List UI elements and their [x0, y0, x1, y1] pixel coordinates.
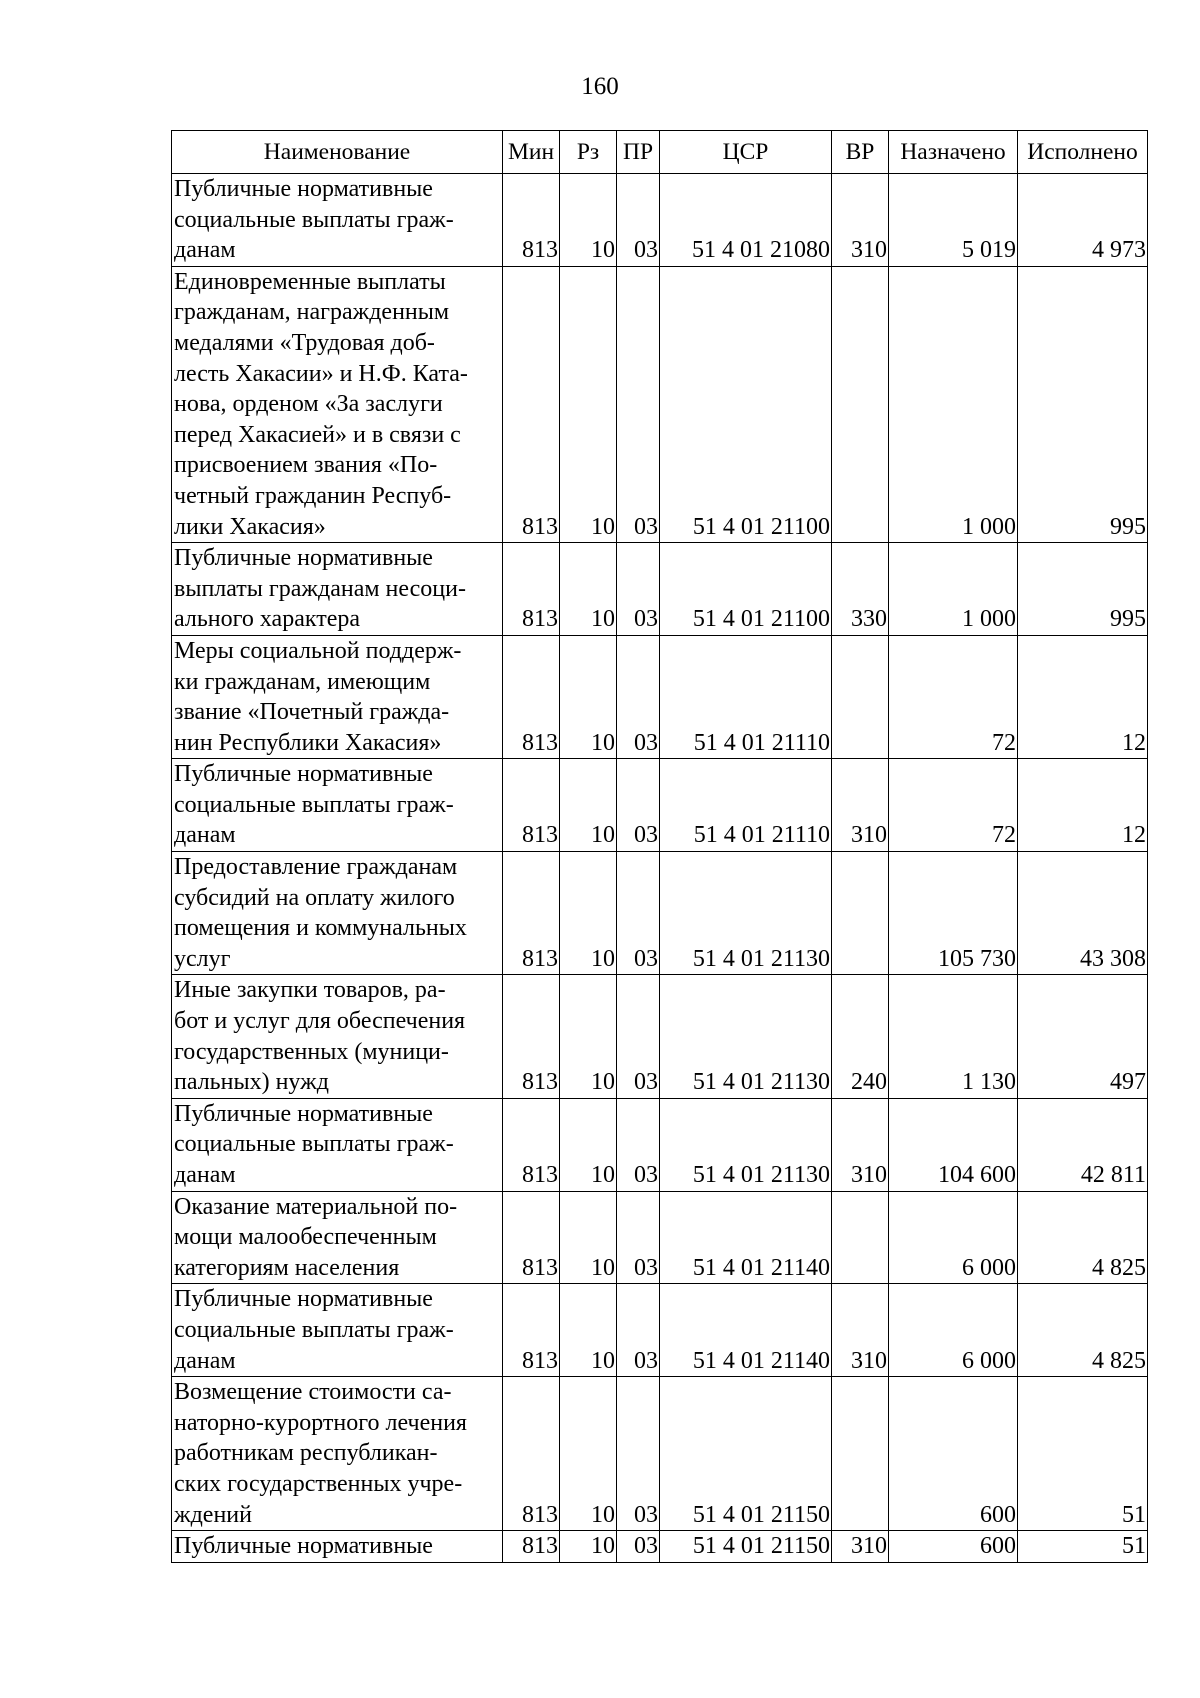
row-rz: 10 [560, 1377, 617, 1531]
table-row [172, 975, 1148, 1098]
row-pr: 03 [617, 975, 660, 1098]
row-executed: 995 [1018, 543, 1148, 636]
row-min: 813 [503, 266, 560, 542]
row-assigned: 5 019 [889, 174, 1018, 267]
row-assigned: 600 [889, 1531, 1018, 1563]
row-pr: 03 [617, 1191, 660, 1284]
row-rz: 10 [560, 1531, 617, 1563]
budget-table [171, 130, 1148, 1563]
row-min: 813 [503, 543, 560, 636]
row-rz: 10 [560, 852, 617, 975]
row-assigned: 6 000 [889, 1191, 1018, 1284]
table-row [172, 1531, 1148, 1563]
row-csr: 51 4 01 21100 [660, 266, 832, 542]
row-executed: 4 825 [1018, 1191, 1148, 1284]
row-min: 813 [503, 852, 560, 975]
row-csr: 51 4 01 21150 [660, 1531, 832, 1563]
row-assigned: 105 730 [889, 852, 1018, 975]
row-vr: 310 [832, 759, 889, 852]
row-name: Публичные нормативные социальные выплаты граж- данам [172, 759, 503, 852]
table-header-row [172, 131, 1148, 174]
row-name: Предоставление гражданам субсидий на оплату жилого помещения и коммунальных услуг [172, 852, 503, 975]
row-name: Оказание материальной по- мощи малообеспеченным категориям населения [172, 1191, 503, 1284]
row-csr: 51 4 01 21150 [660, 1377, 832, 1531]
table-row [172, 1377, 1148, 1531]
row-rz: 10 [560, 266, 617, 542]
table-row [172, 266, 1148, 542]
table-row [172, 635, 1148, 758]
row-rz: 10 [560, 759, 617, 852]
row-assigned: 6 000 [889, 1284, 1018, 1377]
row-name: Единовременные выплаты гражданам, награжденным медалями «Трудовая доб- лесть Хакасии» и Н.Ф. Ката- нова, орденом «За заслуги перед Хакасией» и в связи с присвоением звания «По- четный гражданин Респуб- лики Хакасия» [172, 266, 503, 542]
row-pr: 03 [617, 1377, 660, 1531]
row-pr: 03 [617, 1098, 660, 1191]
row-name: Возмещение стоимости са- наторно-курортного лечения работникам республикан- ских государственных учре- ждений [172, 1377, 503, 1531]
row-name: Публичные нормативные социальные выплаты граж- данам [172, 1284, 503, 1377]
row-vr: 310 [832, 1531, 889, 1563]
table-row [172, 174, 1148, 267]
header-assigned: Назначено [889, 131, 1018, 174]
row-rz: 10 [560, 1191, 617, 1284]
row-pr: 03 [617, 635, 660, 758]
row-executed: 4 973 [1018, 174, 1148, 267]
header-min: Мин [503, 131, 560, 174]
row-name: Публичные нормативные социальные выплаты граж- данам [172, 174, 503, 267]
row-csr: 51 4 01 21130 [660, 975, 832, 1098]
table-row [172, 1284, 1148, 1377]
row-pr: 03 [617, 852, 660, 975]
row-rz: 10 [560, 543, 617, 636]
row-csr: 51 4 01 21110 [660, 759, 832, 852]
row-assigned: 600 [889, 1377, 1018, 1531]
row-min: 813 [503, 1377, 560, 1531]
row-rz: 10 [560, 975, 617, 1098]
row-min: 813 [503, 1191, 560, 1284]
row-assigned: 1 000 [889, 266, 1018, 542]
row-vr [832, 1191, 889, 1284]
table-row [172, 852, 1148, 975]
row-csr: 51 4 01 21140 [660, 1191, 832, 1284]
row-executed: 43 308 [1018, 852, 1148, 975]
row-assigned: 1 130 [889, 975, 1018, 1098]
row-assigned: 1 000 [889, 543, 1018, 636]
table-row [172, 1098, 1148, 1191]
row-min: 813 [503, 1098, 560, 1191]
table-row [172, 1191, 1148, 1284]
row-name: Публичные нормативные [172, 1531, 503, 1563]
header-name: Наименование [172, 131, 503, 174]
row-rz: 10 [560, 635, 617, 758]
row-vr: 330 [832, 543, 889, 636]
row-name: Меры социальной поддерж- ки гражданам, имеющим звание «Почетный гражда- нин Республики Хакасия» [172, 635, 503, 758]
row-vr: 310 [832, 1284, 889, 1377]
row-min: 813 [503, 174, 560, 267]
row-rz: 10 [560, 1284, 617, 1377]
row-vr: 240 [832, 975, 889, 1098]
row-rz: 10 [560, 1098, 617, 1191]
row-assigned: 104 600 [889, 1098, 1018, 1191]
header-executed: Исполнено [1018, 131, 1148, 174]
row-executed: 12 [1018, 635, 1148, 758]
row-executed: 12 [1018, 759, 1148, 852]
row-vr: 310 [832, 1098, 889, 1191]
row-vr [832, 852, 889, 975]
header-pr: ПР [617, 131, 660, 174]
header-rz: Рз [560, 131, 617, 174]
row-vr [832, 266, 889, 542]
row-vr: 310 [832, 174, 889, 267]
row-csr: 51 4 01 21140 [660, 1284, 832, 1377]
row-csr: 51 4 01 21130 [660, 852, 832, 975]
row-min: 813 [503, 759, 560, 852]
row-pr: 03 [617, 759, 660, 852]
row-csr: 51 4 01 21130 [660, 1098, 832, 1191]
row-min: 813 [503, 1531, 560, 1563]
row-pr: 03 [617, 266, 660, 542]
header-csr: ЦСР [660, 131, 832, 174]
row-executed: 42 811 [1018, 1098, 1148, 1191]
page-number: 160 [581, 73, 619, 100]
row-executed: 4 825 [1018, 1284, 1148, 1377]
row-assigned: 72 [889, 759, 1018, 852]
row-min: 813 [503, 1284, 560, 1377]
row-min: 813 [503, 635, 560, 758]
row-csr: 51 4 01 21110 [660, 635, 832, 758]
row-executed: 497 [1018, 975, 1148, 1098]
row-name: Иные закупки товаров, ра- бот и услуг для обеспечения государственных (муници- пальных) нужд [172, 975, 503, 1098]
row-assigned: 72 [889, 635, 1018, 758]
row-pr: 03 [617, 1284, 660, 1377]
row-name: Публичные нормативные выплаты гражданам несоци- ального характера [172, 543, 503, 636]
row-min: 813 [503, 975, 560, 1098]
row-csr: 51 4 01 21080 [660, 174, 832, 267]
row-pr: 03 [617, 543, 660, 636]
row-executed: 51 [1018, 1531, 1148, 1563]
row-executed: 995 [1018, 266, 1148, 542]
row-rz: 10 [560, 174, 617, 267]
row-name: Публичные нормативные социальные выплаты граж- данам [172, 1098, 503, 1191]
row-pr: 03 [617, 1531, 660, 1563]
header-vr: ВР [832, 131, 889, 174]
table-row [172, 759, 1148, 852]
row-vr [832, 635, 889, 758]
row-vr [832, 1377, 889, 1531]
row-pr: 03 [617, 174, 660, 267]
table-row [172, 543, 1148, 636]
row-executed: 51 [1018, 1377, 1148, 1531]
row-csr: 51 4 01 21100 [660, 543, 832, 636]
